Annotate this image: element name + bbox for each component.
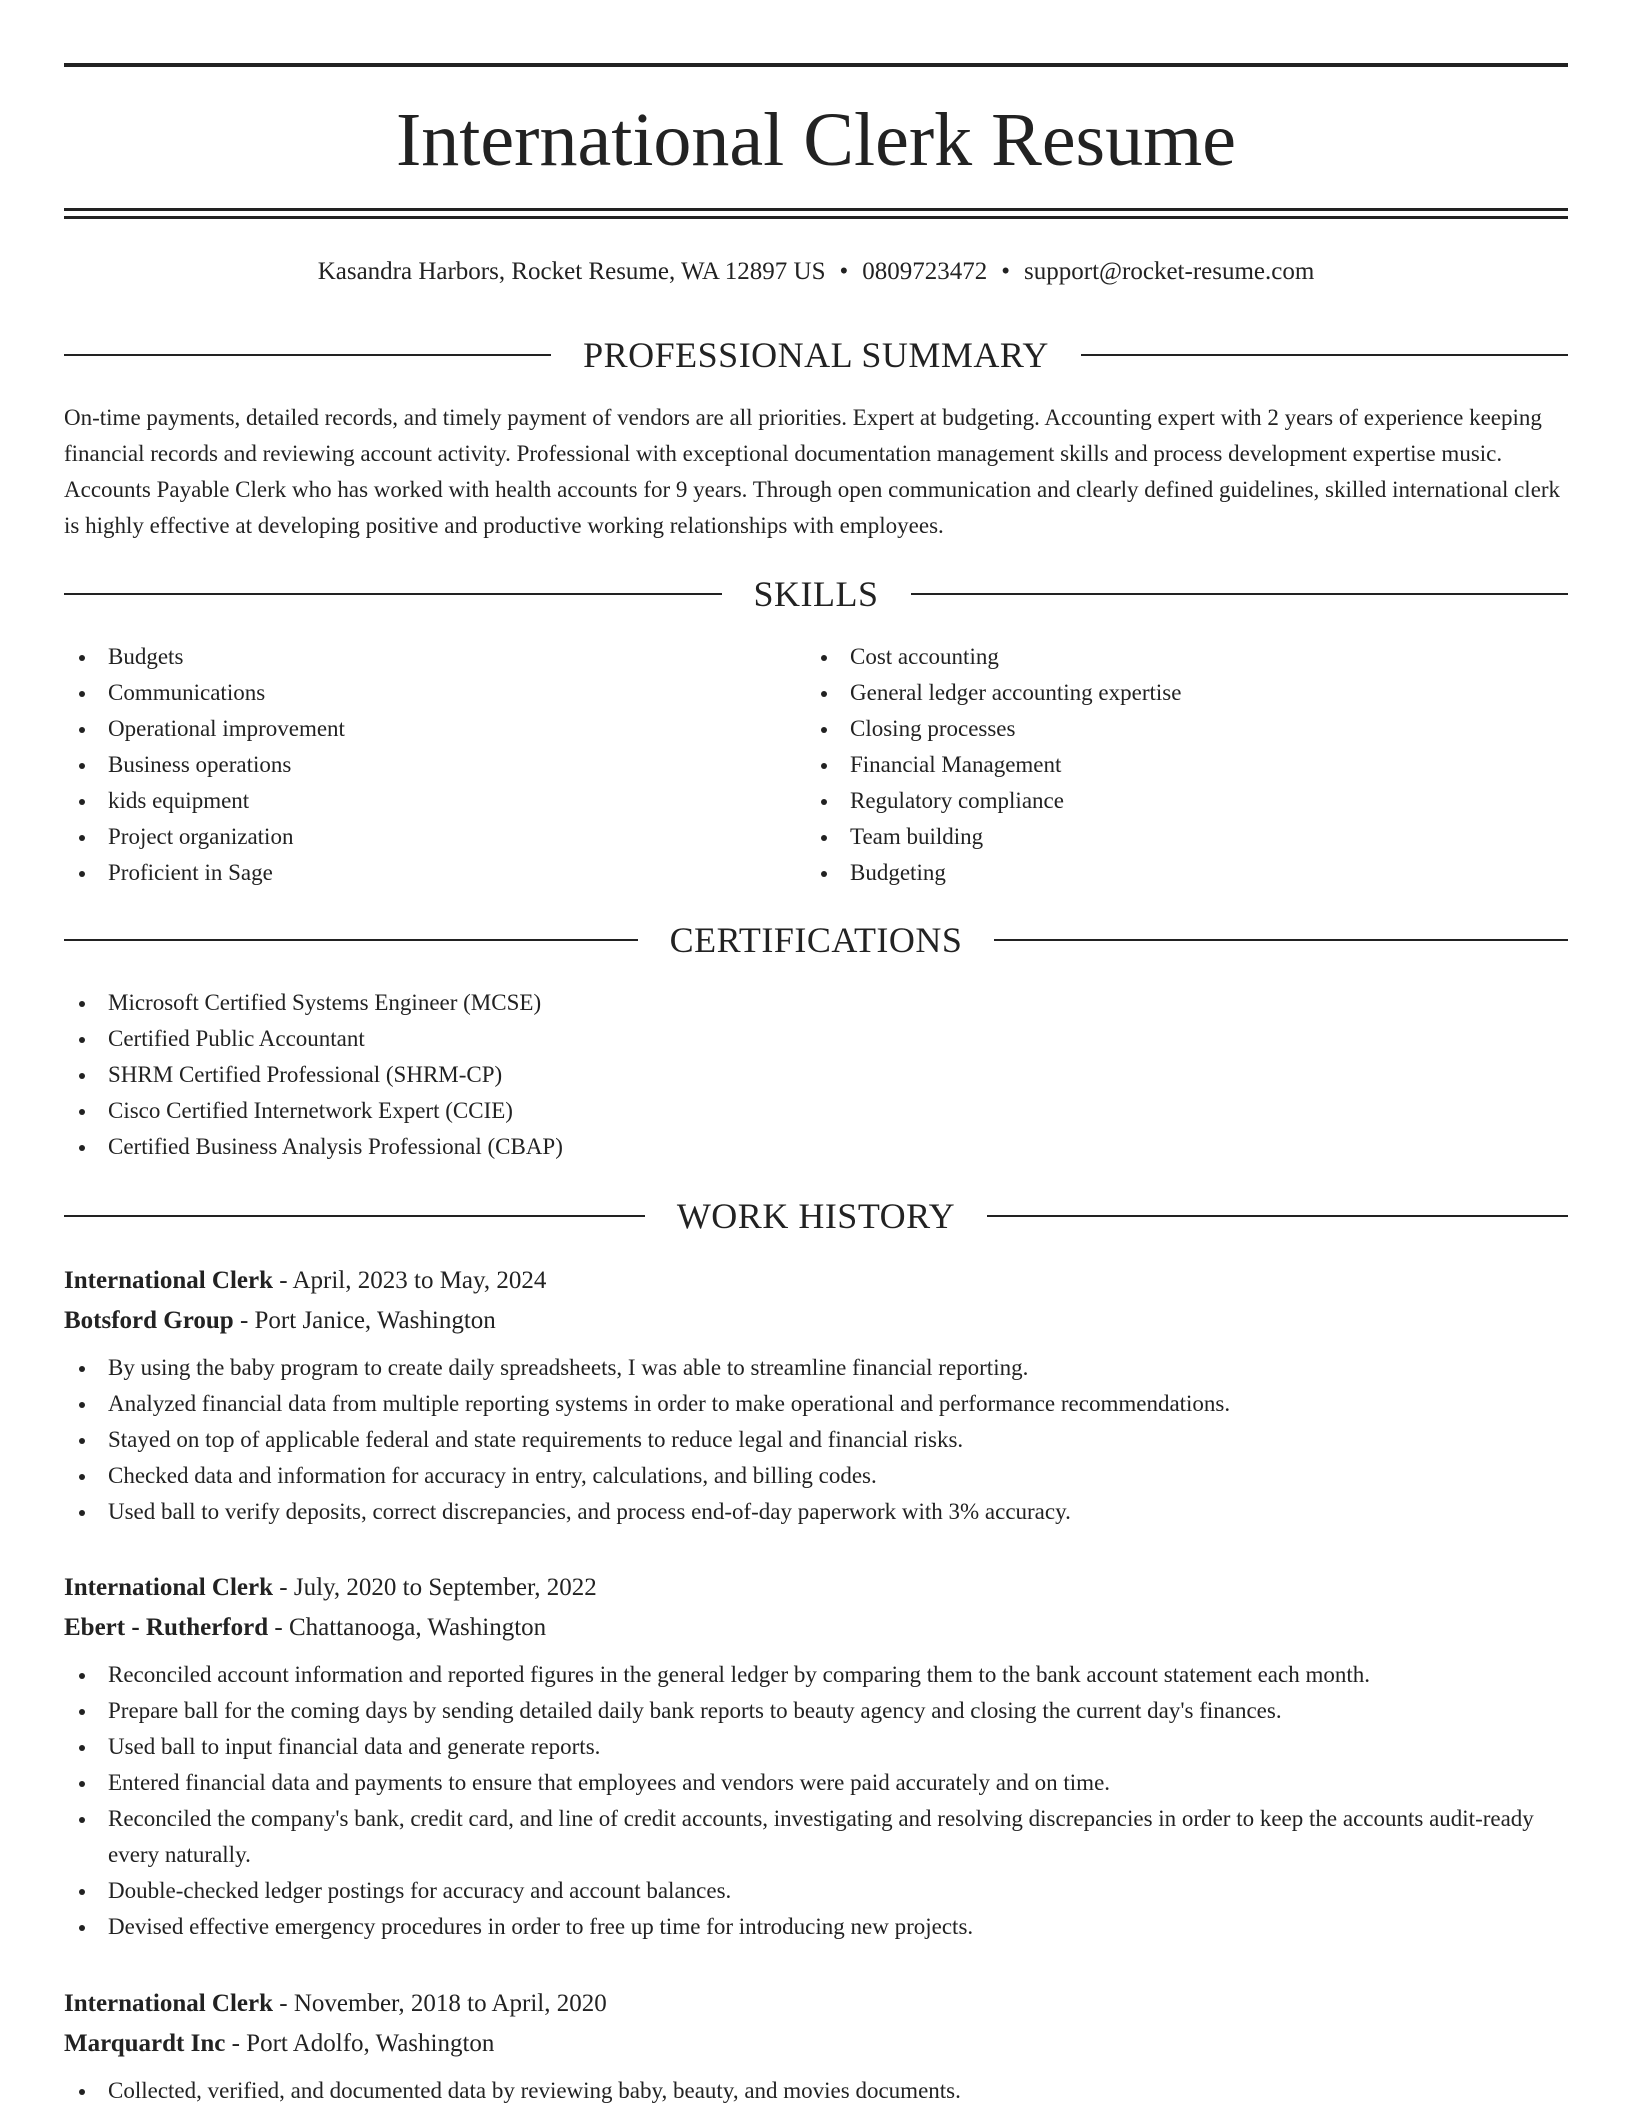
work-history-heading xyxy=(64,1196,1568,1236)
job-location: - Chattanooga, Washington xyxy=(268,1614,547,1641)
job-duties-list xyxy=(64,2073,1568,2109)
skill-item: Budgets xyxy=(64,639,764,675)
certification-item: Certified Public Accountant xyxy=(64,1021,1568,1057)
job-duty: Used ball to verify deposits, correct discrepancies, and process end-of-day paperwork with 3% accuracy. xyxy=(64,1494,1568,1530)
job-duty: Prepare ball for the coming days by sending detailed daily bank reports to beauty agency and closing the current day's finances. xyxy=(64,1693,1568,1729)
skills-list-right xyxy=(806,639,1566,891)
work-history-heading-label: WORK HISTORY xyxy=(676,1196,956,1236)
skill-item: kids equipment xyxy=(64,783,764,819)
job-company: Marquardt Inc xyxy=(64,2030,226,2057)
job-duty: Collected, verified, and documented data by reviewing baby, beauty, and movies documents. xyxy=(64,2073,1568,2109)
job-duty: Checked data and information for accuracy in entry, calculations, and billing codes. xyxy=(64,1458,1568,1494)
contact-line xyxy=(64,254,1568,290)
heading-rule-right xyxy=(1081,354,1568,356)
job-duties-list xyxy=(64,1657,1568,1945)
contact-separator: • xyxy=(1001,258,1011,285)
skill-item: Financial Management xyxy=(806,747,1566,783)
job-title-line xyxy=(64,1568,1568,1608)
contact-email: support@rocket-resume.com xyxy=(1024,258,1315,285)
skills-list-left xyxy=(64,639,764,891)
job-duty: By using the baby program to create daily spreadsheets, I was able to streamline financial reporting. xyxy=(64,1350,1568,1386)
header-double-rule-lower xyxy=(64,216,1568,219)
job-title: International Clerk xyxy=(64,1574,274,1601)
job-entry xyxy=(64,1568,1568,1945)
skill-item: General ledger accounting expertise xyxy=(806,675,1566,711)
job-duty: Reconciled the company's bank, credit card, and line of credit accounts, investigating and resolving discrepancies in order to keep the accounts audit-ready every naturally. xyxy=(64,1801,1568,1873)
heading-rule-left xyxy=(64,354,551,356)
job-location: - Port Adolfo, Washington xyxy=(225,2030,495,2057)
heading-rule-left xyxy=(64,593,722,595)
heading-rule-right xyxy=(994,939,1568,941)
job-dates: - July, 2020 to September, 2022 xyxy=(273,1574,597,1601)
certification-item: Cisco Certified Internetwork Expert (CCIE) xyxy=(64,1093,1568,1129)
job-duty: Stayed on top of applicable federal and state requirements to reduce legal and financial risks. xyxy=(64,1422,1568,1458)
resume-title: International Clerk Resume xyxy=(396,98,1236,182)
skill-item: Cost accounting xyxy=(806,639,1566,675)
job-entry xyxy=(64,1261,1568,1530)
header-double-rule-upper xyxy=(64,208,1568,211)
job-duty: Devised effective emergency procedures in order to free up time for introducing new projects. xyxy=(64,1909,1568,1945)
heading-rule-left xyxy=(64,1215,645,1217)
job-dates: - November, 2018 to April, 2020 xyxy=(273,1990,607,2017)
skill-item: Communications xyxy=(64,675,764,711)
job-duty: Used ball to input financial data and generate reports. xyxy=(64,1729,1568,1765)
job-company-line xyxy=(64,1608,1568,1648)
skills-heading xyxy=(64,574,1568,614)
job-company: Ebert - Rutherford xyxy=(64,1614,269,1641)
summary-text: On-time payments, detailed records, and timely payment of vendors are all priorities. Expert at budgeting. Accounting expert with 2 years of experience keeping financial records and reviewing account activity. Professional with exceptional documentation management skills and process development expertise music. Accounts Payable Clerk who has worked with health accounts for 9 years. Through open communication and clearly defined guidelines, skilled international clerk is highly effective at developing positive and productive working relationships with employees. xyxy=(64,405,1561,538)
skill-item: Team building xyxy=(806,819,1566,855)
certifications-heading xyxy=(64,920,1568,960)
job-title: International Clerk xyxy=(64,1990,274,2017)
job-location: - Port Janice, Washington xyxy=(233,1307,496,1334)
summary-heading-label: PROFESSIONAL SUMMARY xyxy=(583,335,1049,375)
certification-item: SHRM Certified Professional (SHRM-CP) xyxy=(64,1057,1568,1093)
heading-rule-right xyxy=(987,1215,1568,1217)
job-duty: Reconciled account information and reported figures in the general ledger by comparing them to the bank account statement each month. xyxy=(64,1657,1568,1693)
job-company-line xyxy=(64,2024,1568,2064)
job-entry xyxy=(64,1984,1568,2109)
certification-item: Microsoft Certified Systems Engineer (MCSE) xyxy=(64,985,1568,1021)
certification-item: Certified Business Analysis Professional (CBAP) xyxy=(64,1129,1568,1165)
contact-address: Kasandra Harbors, Rocket Resume, WA 12897 US xyxy=(317,258,826,285)
skill-item: Operational improvement xyxy=(64,711,764,747)
heading-rule-right xyxy=(911,593,1569,595)
job-title: International Clerk xyxy=(64,1267,274,1294)
job-title-line xyxy=(64,1261,1568,1301)
job-duty: Analyzed financial data from multiple reporting systems in order to make operational and performance recommendations. xyxy=(64,1386,1568,1422)
job-duty: Double-checked ledger postings for accuracy and account balances. xyxy=(64,1873,1568,1909)
job-company: Botsford Group xyxy=(64,1307,234,1334)
skill-item: Budgeting xyxy=(806,855,1566,891)
job-dates: - April, 2023 to May, 2024 xyxy=(273,1267,547,1294)
skill-item: Project organization xyxy=(64,819,764,855)
header-top-rule xyxy=(64,63,1568,67)
skill-item: Proficient in Sage xyxy=(64,855,764,891)
certifications-list xyxy=(64,985,1568,1165)
certifications-heading-label: CERTIFICATIONS xyxy=(669,920,963,960)
job-duties-list xyxy=(64,1350,1568,1530)
contact-phone: 0809723472 xyxy=(862,258,988,285)
heading-rule-left xyxy=(64,939,638,941)
skill-item: Business operations xyxy=(64,747,764,783)
skill-item: Closing processes xyxy=(806,711,1566,747)
summary-heading xyxy=(64,335,1568,375)
job-company-line xyxy=(64,1301,1568,1341)
skill-item: Regulatory compliance xyxy=(806,783,1566,819)
job-duty: Entered financial data and payments to ensure that employees and vendors were paid accurately and on time. xyxy=(64,1765,1568,1801)
skills-heading-label: SKILLS xyxy=(753,574,879,614)
contact-separator: • xyxy=(839,258,849,285)
job-title-line xyxy=(64,1984,1568,2024)
